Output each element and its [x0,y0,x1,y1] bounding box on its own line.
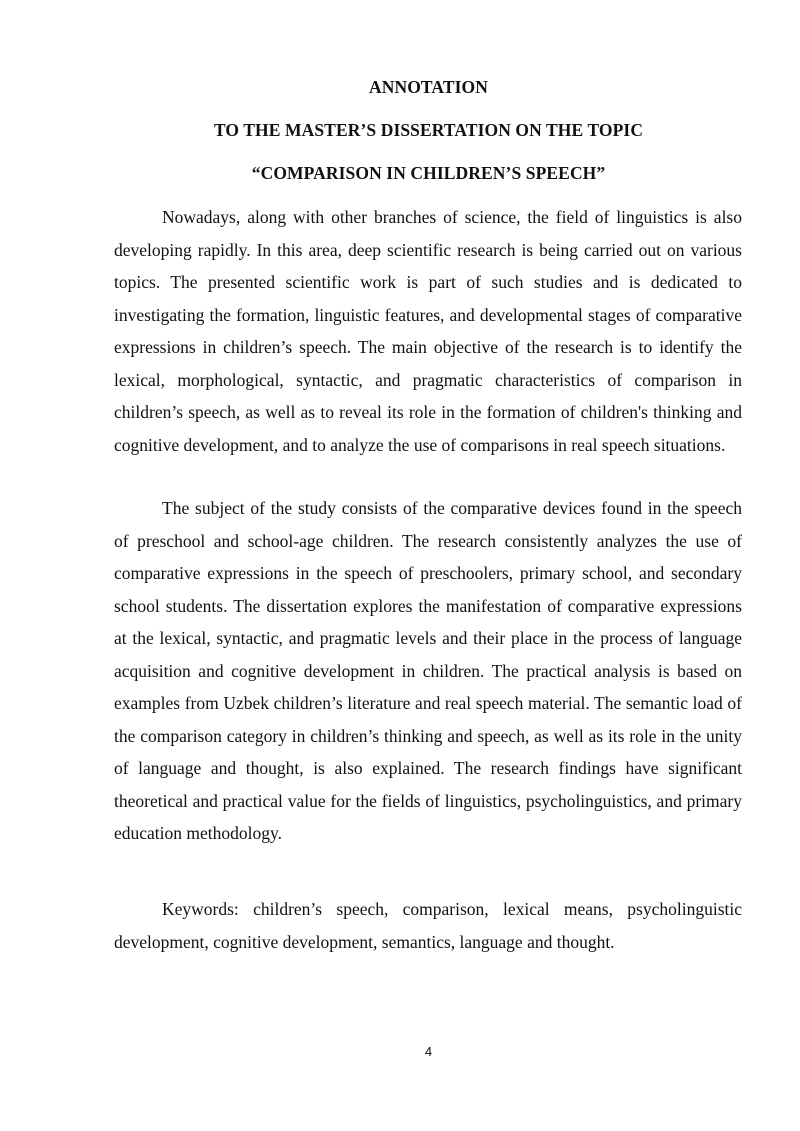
document-title: ANNOTATION [369,77,488,97]
paragraph-subject: The subject of the study consists of the comparative devices found in the speech of preschool and school-age children. The research consistently analyzes the use of comparative expressions in the speech of preschoolers, primary school, and secondary school students. The dissertation explores the manifestation of comparative expressions at the lexical, syntactic, and pragmatic levels and their place in the process of language acquisition and cognitive development in children. The practical analysis is based on examples from Uzbek children’s literature and real speech material. The semantic load of the comparison category in children’s thinking and speech, as well as its role in the unity of language and thought, is also explained. The research findings have significant theoretical and practical value for the fields of linguistics, psycholinguistics, and primary education methodology. [114,498,742,843]
page-number: 4 [424,1044,433,1059]
document-subtitle: TO THE MASTER’S DISSERTATION ON THE TOPIC [213,120,644,140]
dissertation-topic: “COMPARISON IN CHILDREN’S SPEECH” [251,163,606,183]
keywords-paragraph: Keywords: children’s speech, comparison, lexical means, psycholinguistic development, cognitive development, semantics, language and thought. [114,899,742,952]
paragraph-introduction: Nowadays, along with other branches of science, the field of linguistics is also developing rapidly. In this area, deep scientific research is being carried out on various topics. The presented scientific work is part of such studies and is dedicated to investigating the formation, linguistic features, and developmental stages of comparative expressions in children’s speech. The main objective of the research is to identify the lexical, morphological, syntactic, and pragmatic characteristics of comparison in children’s speech, as well as to reveal its role in the formation of children's thinking and cognitive development, and to analyze the use of comparisons in real speech situations. [114,207,742,455]
